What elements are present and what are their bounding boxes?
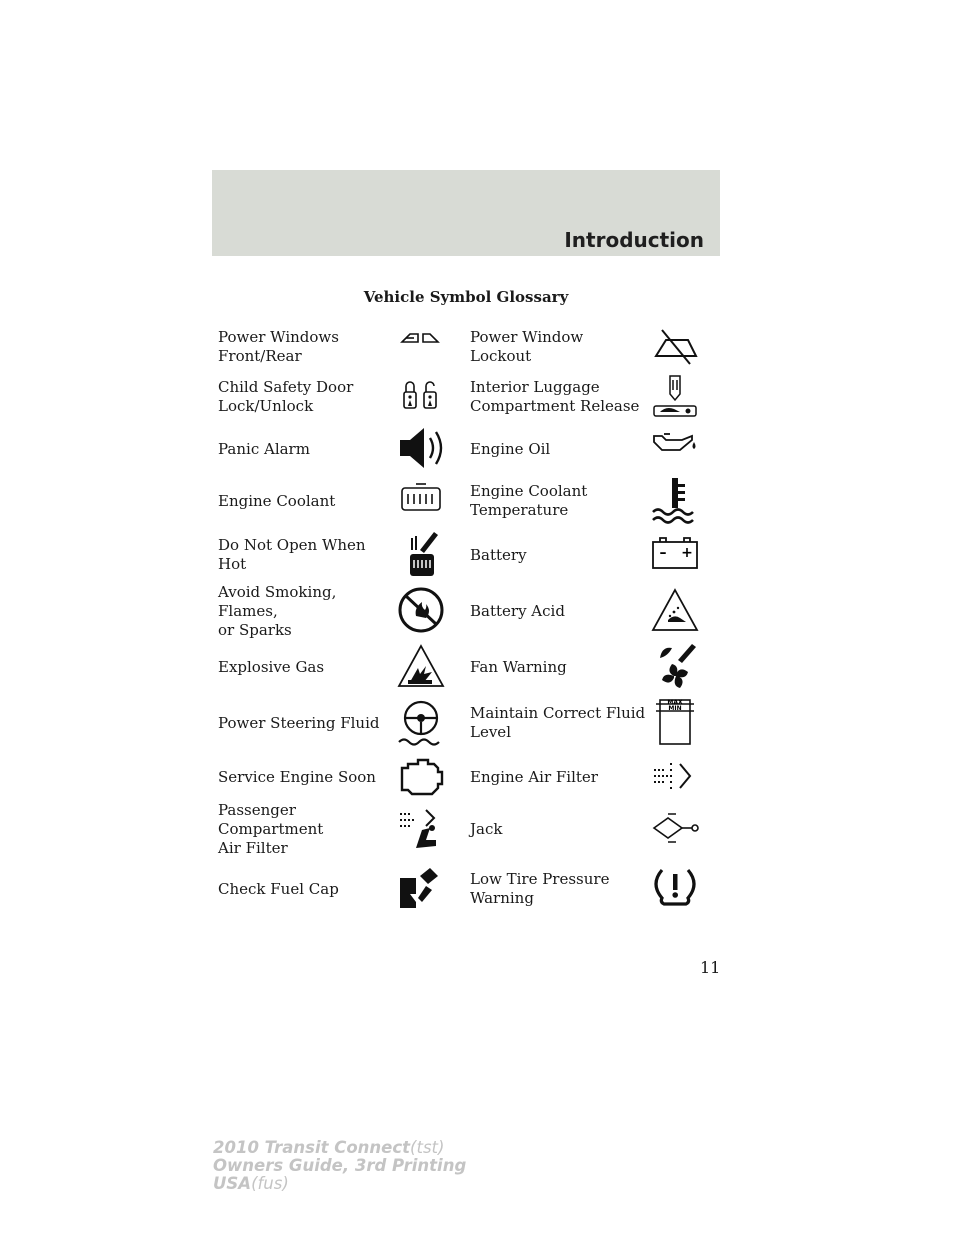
glossary-row [212, 582, 720, 639]
section-title: Introduction [564, 228, 704, 252]
footer [213, 1139, 466, 1193]
symbol-label: Maintain Correct Fluid Level [470, 704, 646, 741]
battery-acid-icon [650, 586, 700, 634]
footer-model-code: (tst) [410, 1138, 445, 1157]
symbol-label: Low Tire Pressure Warning [470, 870, 610, 907]
glossary-row [212, 642, 720, 692]
header-band [212, 170, 720, 256]
luggage-release-icon [650, 372, 700, 420]
symbol-label: Avoid Smoking, Flames, or Sparks [218, 582, 337, 639]
glossary-row [212, 800, 720, 857]
symbol-label: Service Engine Soon [218, 767, 376, 786]
glossary-row [212, 476, 720, 526]
engine-coolant-icon [396, 476, 446, 524]
window-lockout-icon [650, 322, 700, 370]
fluid-level-icon [650, 698, 700, 746]
symbol-label: Engine Air Filter [470, 767, 598, 786]
max-label: MAX [667, 699, 683, 706]
glossary-row [212, 424, 720, 474]
page-number: 11 [700, 958, 721, 977]
glossary-row [212, 322, 720, 372]
glossary-heading: Vehicle Symbol Glossary [363, 288, 569, 306]
engine-oil-icon [650, 424, 700, 472]
symbol-label: Battery [470, 545, 527, 564]
symbol-label: Explosive Gas [218, 657, 325, 676]
coolant-temperature-icon [650, 476, 700, 524]
footer-market-code: (fus) [251, 1174, 289, 1193]
footer-model: 2010 Transit Connect [213, 1138, 411, 1157]
symbol-label: Child Safety Door Lock/Unlock [218, 378, 354, 415]
fan-warning-icon [650, 642, 700, 690]
symbol-label: Check Fuel Cap [218, 879, 339, 898]
symbol-label: Fan Warning [470, 657, 567, 676]
symbol-label: Jack [470, 819, 503, 838]
battery-minus-label: – [659, 545, 667, 561]
min-label: MIN [668, 705, 682, 712]
explosive-gas-icon [396, 642, 446, 690]
no-smoking-icon [396, 586, 446, 634]
battery-icon [650, 530, 700, 578]
glossary-row [212, 698, 720, 748]
jack-icon [650, 804, 700, 852]
tire-pressure-icon [650, 864, 700, 912]
symbol-label: Battery Acid [470, 601, 565, 620]
symbol-label: Engine Coolant [218, 491, 336, 510]
symbol-label: Interior Luggage Compartment Release [470, 378, 640, 415]
symbol-label: Power Steering Fluid [218, 713, 380, 732]
panic-alarm-icon [396, 424, 446, 472]
do-not-open-hot-icon [396, 530, 446, 578]
glossary-row [212, 530, 720, 580]
symbol-label: Panic Alarm [218, 439, 310, 458]
symbol-label: Power Windows Front/Rear [218, 328, 339, 365]
cabin-air-filter-icon [396, 804, 446, 852]
symbol-label: Do Not Open When Hot [218, 536, 366, 573]
glossary-row [212, 372, 720, 422]
glossary-row [212, 864, 720, 914]
child-lock-icon [396, 372, 446, 420]
battery-plus-label: + [681, 545, 693, 561]
power-steering-icon [396, 698, 446, 746]
symbol-label: Power Window Lockout [470, 328, 584, 365]
footer-market: USA [213, 1174, 252, 1193]
symbol-label: Engine Oil [470, 439, 551, 458]
power-windows-icon [396, 322, 446, 370]
glossary-row [212, 752, 720, 802]
fuel-cap-icon [396, 864, 446, 912]
engine-air-filter-icon [650, 752, 700, 800]
service-engine-icon [396, 752, 446, 800]
symbol-label: Passenger Compartment Air Filter [218, 800, 324, 857]
footer-guide: Owners Guide, 3rd Printing [213, 1156, 467, 1175]
symbol-label: Engine Coolant Temperature [470, 482, 588, 519]
